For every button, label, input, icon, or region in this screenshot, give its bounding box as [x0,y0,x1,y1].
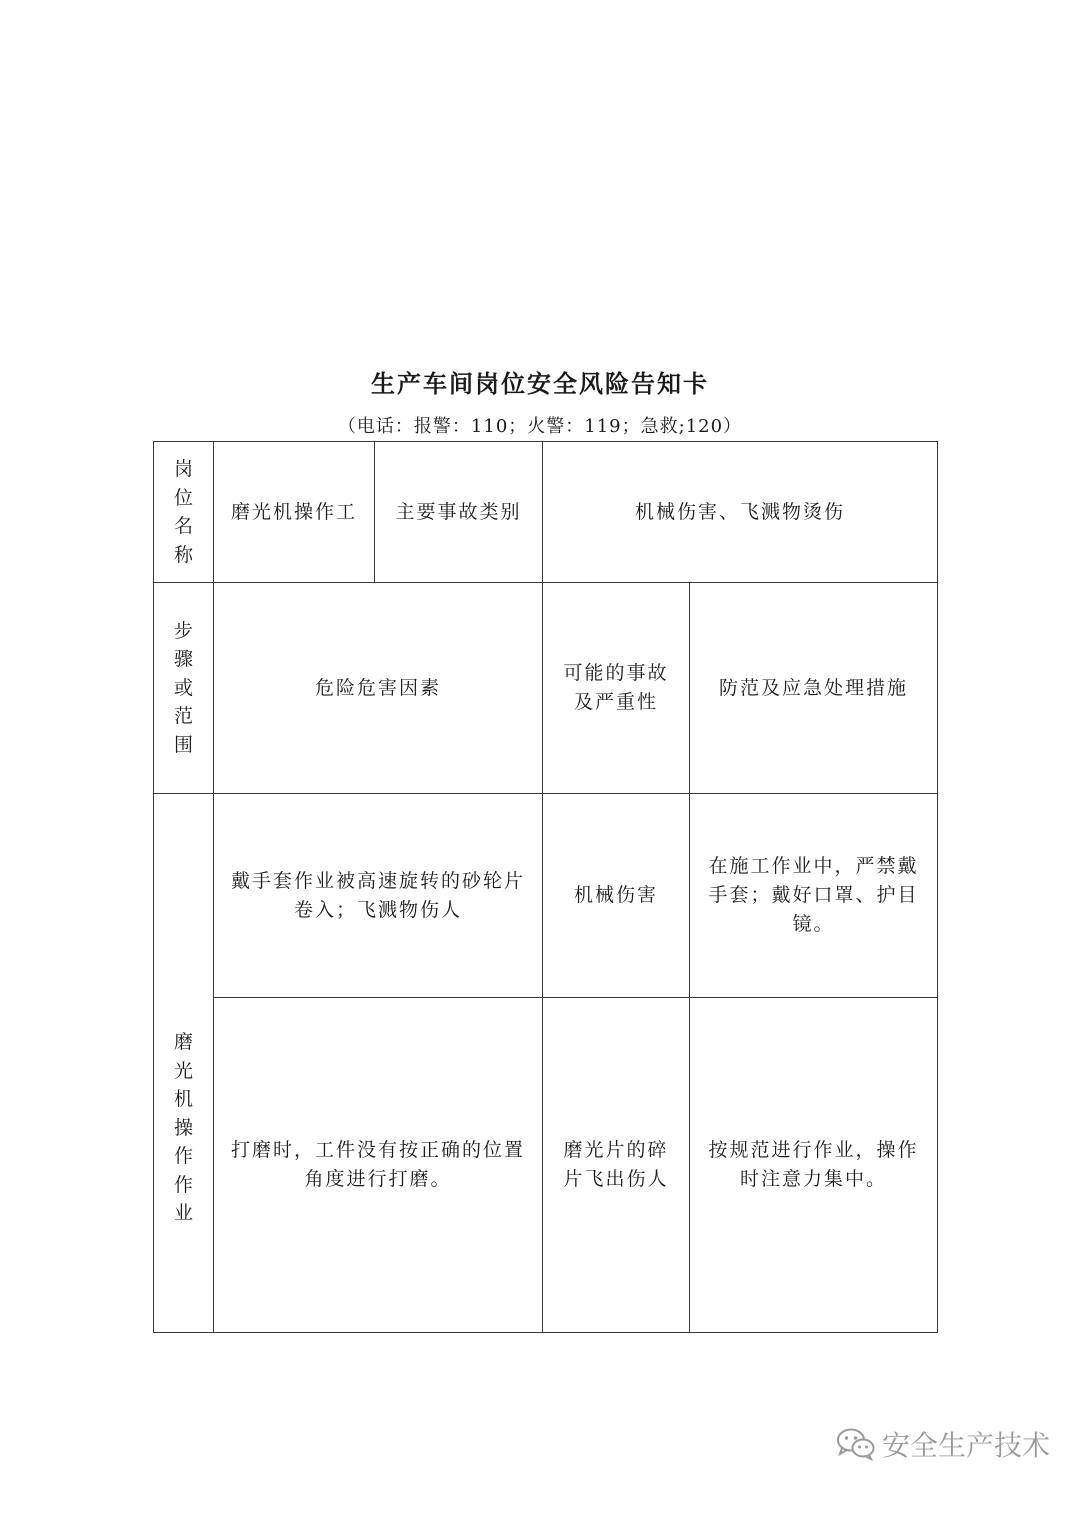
accident-category-label: 主要事故类别 [395,500,522,523]
table-row-hazard: 打磨时，工件没有按正确的位置角度进行打磨。 [230,1139,525,1190]
table-row-measures: 在施工作业中，严禁戴手套；戴好口罩、护目镜。 [708,855,919,935]
table-row-hazard: 戴手套作业被高速旋转的砂轮片卷入；飞溅物伤人 [230,869,525,921]
table-row-measures: 按规范进行作业，操作时注意力集中。 [708,1139,919,1190]
table-border-right [937,441,938,1333]
step-scope-label-cell [154,583,213,793]
step-scope-label: 步骤或范围 [173,619,193,756]
wechat-icon [836,1427,876,1461]
operation-section-label: 磨光机操作作业 [173,1031,193,1225]
card-title: 生产车间岗位安全风险告知卡 [371,370,709,398]
accident-category-value: 机械伤害、飞溅物烫伤 [634,500,845,523]
table-border-bottom [153,1332,938,1333]
source-watermark [836,1424,1050,1464]
post-name-label-cell [154,442,213,582]
prevention-measures-header: 防范及应急处理措施 [718,676,908,699]
accident-severity-header: 可能的事故及严重性 [563,662,669,713]
emergency-phone-line: （电话：报警：110；火警：119；急救;120） [337,416,743,437]
hazard-factors-header: 危险危害因素 [314,676,441,699]
post-name-value: 磨光机操作工 [230,500,357,523]
table-row-severity: 机械伤害 [573,884,658,906]
operation-section-label-cell [154,794,213,1332]
watermark-text: 安全生产技术 [882,1429,1051,1462]
post-name-label: 岗位名称 [173,458,193,566]
table-row-severity: 磨光片的碎片飞出伤人 [563,1139,669,1190]
